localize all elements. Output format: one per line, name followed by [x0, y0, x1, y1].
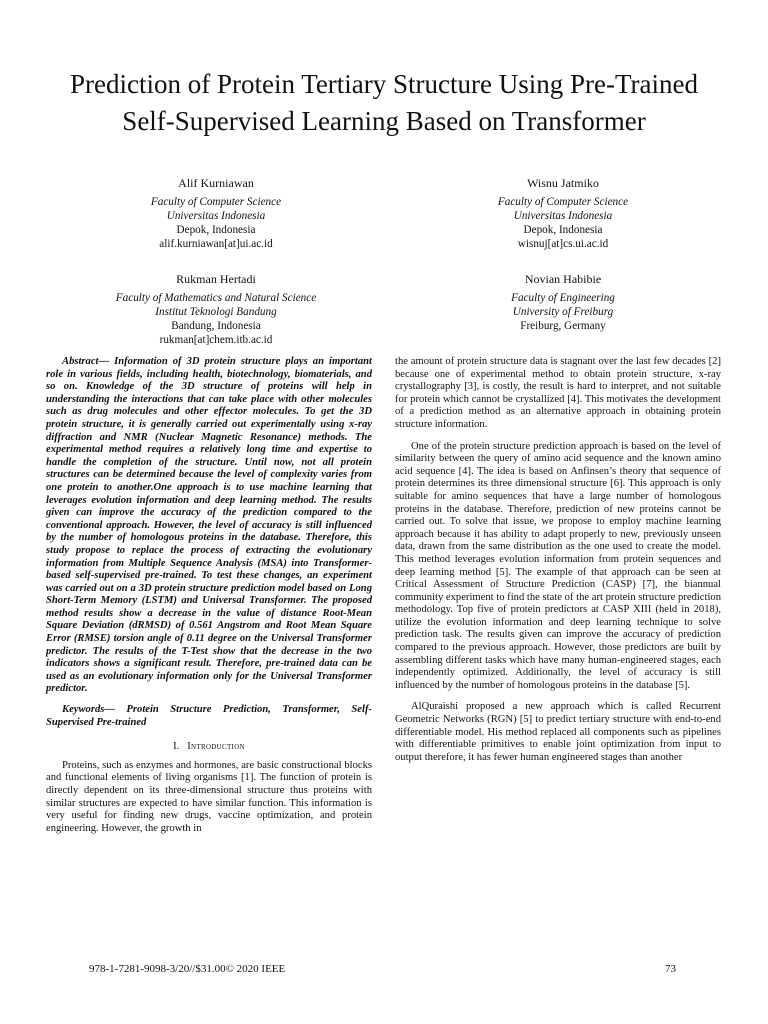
- author-city: Depok, Indonesia: [176, 224, 256, 236]
- author-institution: University of Freiburg: [512, 306, 614, 318]
- author-block-3: [76, 272, 356, 347]
- author-block-4: [443, 272, 683, 333]
- right-column: [395, 356, 721, 764]
- author-department: Faculty of Engineering: [511, 292, 615, 304]
- section-heading: [46, 741, 372, 754]
- footer-copyright: 978-1-7281-9098-3/20//$31.00© 2020 IEEE: [89, 963, 286, 975]
- author-institution: Institut Teknologi Bandung: [155, 306, 277, 318]
- author-department: Faculty of Computer Science: [150, 196, 282, 208]
- author-name: Novian Habibie: [524, 272, 602, 286]
- paper-title: Prediction of Protein Tertiary Structure Using Pre-Trained Self-Supervised Learning Based on Transformer: [69, 69, 698, 136]
- section-number: I.: [173, 741, 180, 753]
- author-institution: Universitas Indonesia: [166, 210, 266, 222]
- author-name: Alif Kurniawan: [178, 176, 254, 190]
- body-paragraph: AlQuraishi proposed a new approach which is called Recurrent Geometric Networks (RGN) [5] to predict tertiary structure with end-to-end differentiable model. His method replaced all components such as pipelines with differentiable primitives to enable joint optimization from input to output therefore, it has fewer human engineered stages than another: [395, 701, 721, 763]
- author-block-2: [443, 176, 683, 251]
- author-city: Depok, Indonesia: [523, 224, 603, 236]
- section-title: Introduction: [187, 741, 245, 753]
- author-institution: Universitas Indonesia: [513, 210, 613, 222]
- author-block-1: [96, 176, 336, 251]
- author-name: Rukman Hertadi: [176, 272, 256, 286]
- page-number: 73: [665, 963, 676, 975]
- author-email: rukman[at]chem.itb.ac.id: [159, 334, 273, 346]
- author-city: Bandung, Indonesia: [171, 320, 261, 332]
- intro-paragraph: Proteins, such as enzymes and hormones, are basic constructional blocks and functional elements of living organisms [1]. The function of protein is directly dependent on its three-dimensional structure thus proteins with similar structures are expected to have similar function. This information is very useful for finding new drugs, vaccine optimization, and protein engineering. However, the growth in: [46, 759, 372, 834]
- keywords: Keywords— Protein Structure Prediction, Transformer, Self-Supervised Pre-trained: [46, 704, 372, 728]
- author-name: Wisnu Jatmiko: [527, 176, 599, 190]
- body-paragraph: One of the protein structure prediction approach is based on the level of similarity between the query of amino acid sequence and the known amino acid sequence [4]. The idea is based on Anfinsen’s theory that sequence of protein determines its three dimensional structure [6]. This approach is only suitable for amino sequences that have a large number of homologous proteins in the database. Therefore, prediction of new proteins cannot be carried out. To solve that issue, we propose to employ machine learning approach because it has ability to adapt properly to new, previously unseen data, drawn from the same distribution as the one used to create the model. This method leverages evolution information from protein sequences and deep learning method [5]. The example of that approach can be seen at Critical Assessment of Structure Prediction (CASP) [7], the biannual community experiment to find the state of the art protein structure prediction methodology. Top five of protein predictors at CASP XIII (held in 2018), utilize the evolution information and deep learning technique to solve prediction task. The results given can improve the accuracy of prediction compared to the previous approach. However, those predictors are built by assembling different tasks which have many human-engineered stages, each independently optimized. Additionally, the level of accuracy is still influenced by the number of homologous proteins in the database [5].: [395, 440, 721, 691]
- author-department: Faculty of Mathematics and Natural Science: [115, 292, 317, 304]
- author-email: wisnuj[at]cs.ui.ac.id: [517, 238, 609, 250]
- left-column: [46, 356, 372, 835]
- author-department: Faculty of Computer Science: [497, 196, 629, 208]
- author-email: alif.kurniawan[at]ui.ac.id: [159, 238, 273, 250]
- body-paragraph: the amount of protein structure data is stagnant over the last few decades [2] because one of experimental method to obtain protein structure, x-ray crystallography [3], is costly, the result is hard to interpret, and not suitable for protein which cannot be crystallized [4]. This motivates the development of a prediction method as an alternative approach in obtaining protein structure information.: [395, 356, 721, 430]
- author-city: Freiburg, Germany: [520, 320, 606, 332]
- abstract: Abstract— Information of 3D protein structure plays an important role in various fields, including health, biotechnology, biomaterials, and so on. Knowledge of the 3D structure of proteins will help in understanding the interactions that can take place with other molecules such as drug molecules and other effector molecules. To get the 3D protein structure, it is generally carried out experimentally using x-ray diffraction and NMR (Nuclear Magnetic Resonance) methods. The experimental method requires a relatively long time and expertise to handle the completion of the structure. Until now, not all protein structures can be determined because the level of complexity varies from one protein to another.One approach is to use machine learning that leverages evolution information and deep learning method. The results given can improve the accuracy of the prediction compared to the conventional approach. However, the level of accuracy is still influenced by the number of homologous proteins in the database. Therefore, this study propose to replace the process of extracting the evolutionary information from Multiple Sequence Analysis (MSA) into Transformer-based self-supervised pre-trained. To test these changes, an experiment was carried out on a 3D protein structure prediction model based on Long Short-Term Memory (LSTM) and Universal Transformer. The proposed method results show a decrease in the value of distance Root-Mean Square Deviation (dRMSD) of 0.561 Angstrom and Root Mean Square Error (RMSE) torsion angle of 0.11 degree on the Universal Transformer predictor. The results of the T-Test show that the decrease in the two indicators shows a significant result. Therefore, pre-trained data can be used as an evolutionary information only for the Universal Transformer predictor.: [46, 356, 372, 695]
